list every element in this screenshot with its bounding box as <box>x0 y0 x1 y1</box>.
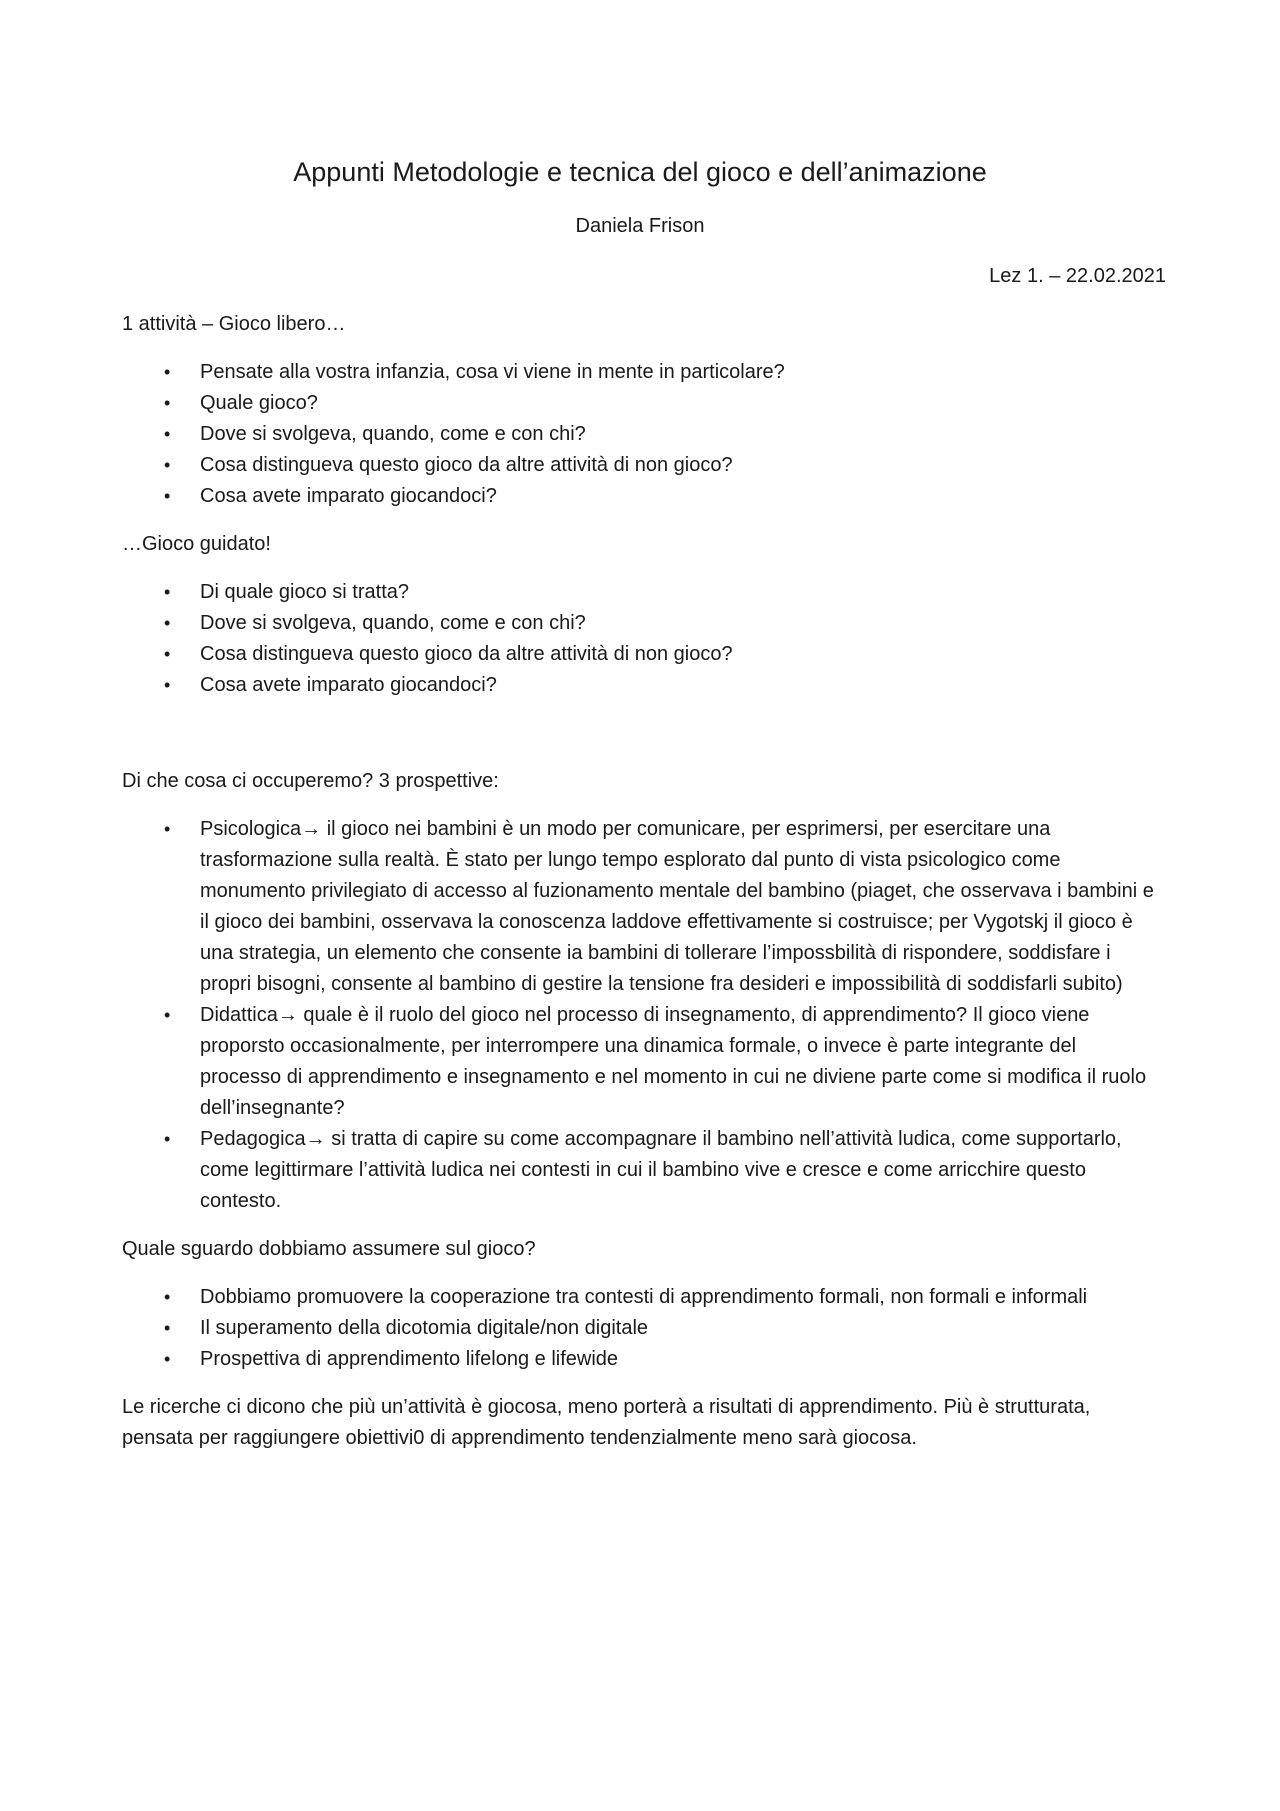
perspective-text: il gioco nei bambini è un modo per comunicare, per esprimersi, per esercitare una trasformazione sulla realtà. È stato per lungo tempo esplorato dal punto di vista psicologico come monumento privilegiato di accesso al fuzionamento mentale del bambino (piaget, che osservava i bambini e il gioco dei bambini, osservava la conoscenza laddove effettivamente si costruisce; per Vygotskj il gioco è una strategia, un elemento che consente ia bambini di tollerare l’impossbilità di rispondere, soddisfare i propri bisogni, consente al bambino di gestire la tensione fra desideri e impossibilità di soddisfarli subito) <box>200 818 1154 995</box>
list-item-text: Cosa distingueva questo gioco da altre attività di non gioco? <box>200 643 733 665</box>
list-item-text: Cosa avete imparato giocandoci? <box>200 674 497 696</box>
document-author: Daniela Frison <box>575 215 705 237</box>
perspective-label: Psicologica <box>200 818 302 840</box>
section4-heading: Quale sguardo dobbiamo assumere sul gioco? <box>122 1238 536 1260</box>
lesson-date: Lez 1. – 22.02.2021 <box>989 265 1166 287</box>
bullet-icon: • <box>164 819 171 839</box>
list-item-text: Cosa avete imparato giocandoci? <box>200 485 497 507</box>
list-item-text: Dobbiamo promuovere la cooperazione tra contesti di apprendimento formali, non formali e informali <box>200 1286 1088 1308</box>
bullet-icon: • <box>164 1287 171 1307</box>
list-item-text: Il superamento della dicotomia digitale/non digitale <box>200 1317 649 1339</box>
list-item <box>122 608 1162 639</box>
bullet-icon: • <box>164 424 171 444</box>
list-item <box>122 639 1162 670</box>
bullet-icon: • <box>164 455 171 475</box>
list-item <box>122 481 1162 512</box>
list-item-text: Di quale gioco si tratta? <box>200 581 410 603</box>
list-item <box>122 357 1162 388</box>
list-item <box>122 1124 1162 1217</box>
perspective-label: Didattica <box>200 1004 278 1026</box>
section3-heading: Di che cosa ci occuperemo? 3 prospettive: <box>122 770 499 792</box>
section4-list <box>122 1282 1162 1375</box>
perspective-label: Pedagogica <box>200 1128 306 1150</box>
document-body <box>122 309 1162 1454</box>
bullet-icon: • <box>164 362 171 382</box>
list-item <box>122 1000 1162 1124</box>
section3-list <box>122 814 1162 1217</box>
list-item-text: Cosa distingueva questo gioco da altre attività di non gioco? <box>200 454 733 476</box>
arrow-right-icon: → <box>301 818 322 840</box>
bullet-icon: • <box>164 1129 171 1149</box>
section1-heading: 1 attività – Gioco libero… <box>122 313 346 335</box>
list-item <box>122 419 1162 450</box>
list-item <box>122 1344 1162 1375</box>
bullet-icon: • <box>164 1349 171 1369</box>
arrow-right-icon: → <box>305 1128 326 1150</box>
list-item <box>122 388 1162 419</box>
closing-paragraph: Le ricerche ci dicono che più un’attività è giocosa, meno porterà a risultati di apprendimento. Più è strutturata, pensata per raggiungere obiettivi0 di apprendimento tendenzialmente meno sarà giocosa. <box>122 1396 1091 1449</box>
section2-heading: …Gioco guidato! <box>122 533 271 555</box>
bullet-icon: • <box>164 1005 171 1025</box>
section1-list <box>122 357 1162 512</box>
bullet-icon: • <box>164 613 171 633</box>
list-item <box>122 577 1162 608</box>
bullet-icon: • <box>164 644 171 664</box>
bullet-icon: • <box>164 582 171 602</box>
bullet-icon: • <box>164 486 171 506</box>
list-item <box>122 1282 1162 1313</box>
list-item <box>122 670 1162 701</box>
list-item-text: Pensate alla vostra infanzia, cosa vi viene in mente in particolare? <box>200 361 785 383</box>
bullet-icon: • <box>164 1318 171 1338</box>
bullet-icon: • <box>164 675 171 695</box>
spacer <box>122 718 1162 766</box>
list-item-text: Dove si svolgeva, quando, come e con chi? <box>200 423 586 445</box>
arrow-right-icon: → <box>277 1004 298 1026</box>
document-title: Appunti Metodologie e tecnica del gioco e dell’animazione <box>293 157 987 187</box>
section2-list <box>122 577 1162 701</box>
list-item-text: Prospettiva di apprendimento lifelong e lifewide <box>200 1348 619 1370</box>
list-item <box>122 814 1162 1000</box>
list-item-text: Dove si svolgeva, quando, come e con chi? <box>200 612 586 634</box>
list-item <box>122 450 1162 481</box>
perspective-text: quale è il ruolo del gioco nel processo di insegnamento, di apprendimento? Il gioco viene proporsto occasionalmente, per interrompere una dinamica formale, o invece è parte integrante del processo di apprendimento e insegnamento e nel momento in cui ne diviene parte come si modifica il ruolo dell’insegnante? <box>200 1004 1147 1119</box>
bullet-icon: • <box>164 393 171 413</box>
perspective-text: si tratta di capire su come accompagnare il bambino nell’attività ludica, come supportarlo, come legittirmare l’attività ludica nei contesti in cui il bambino vive e cresce e come arricchire questo contesto. <box>200 1128 1122 1212</box>
list-item <box>122 1313 1162 1344</box>
list-item-text: Quale gioco? <box>200 392 318 414</box>
